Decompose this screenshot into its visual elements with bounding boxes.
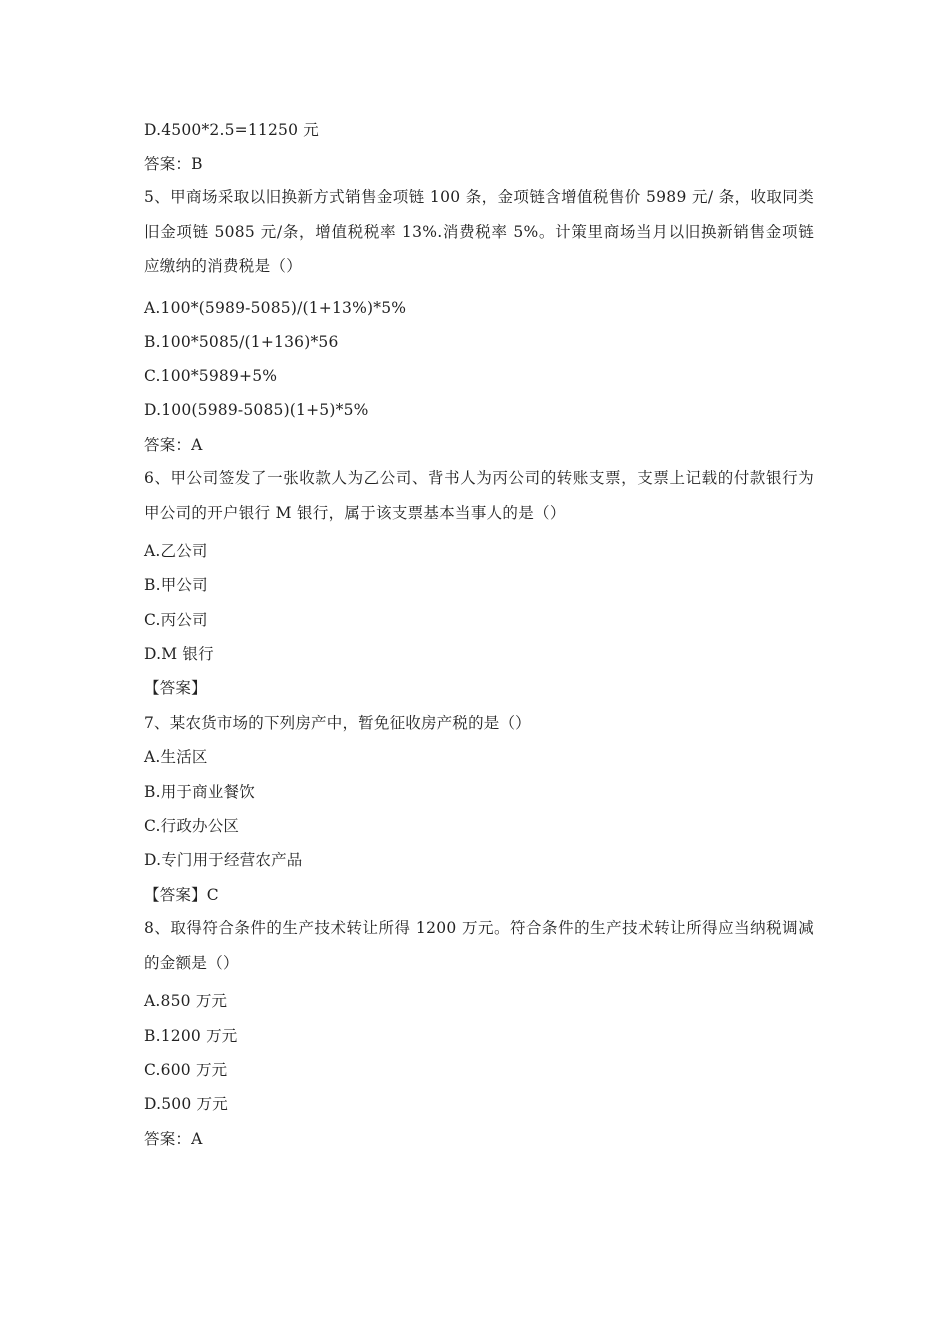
q6-answer: 【答案】 <box>144 679 207 697</box>
q5-option-a: A.100*(5989-5085)/(1+13%)*5% <box>144 299 407 317</box>
q6-option-b: B.甲公司 <box>144 576 208 594</box>
q6-option-d: D.M 银行 <box>144 645 214 663</box>
q6-stem: 6、甲公司签发了一张收款人为乙公司、背书人为丙公司的转账支票，支票上记载的付款银行为甲公司的开户银行 M 银行，属于该支票基本当事人的是（） <box>144 469 814 522</box>
q7-answer: 【答案】C <box>144 886 219 904</box>
q4-answer: 答案：B <box>144 155 203 173</box>
q5-option-d: D.100(5989-5085)(1+5)*5% <box>144 401 369 419</box>
q6-option-a: A.乙公司 <box>144 542 208 560</box>
q5-option-c: C.100*5989+5% <box>144 367 278 385</box>
q8-option-c: C.600 万元 <box>144 1061 228 1079</box>
q7-stem: 7、某农货市场的下列房产中，暂免征收房产税的是（） <box>144 714 531 732</box>
q5-answer: 答案：A <box>144 436 203 454</box>
q7-option-d: D.专门用于经营农产品 <box>144 851 303 869</box>
q6-option-c: C.丙公司 <box>144 611 208 629</box>
q7-option-a: A.生活区 <box>144 748 208 766</box>
q8-option-d: D.500 万元 <box>144 1095 228 1113</box>
q8-answer: 答案：A <box>144 1130 203 1148</box>
q5-option-b: B.100*5085/(1+136)*56 <box>144 333 339 351</box>
q7-option-b: B.用于商业餐饮 <box>144 783 255 801</box>
q8-stem: 8、取得符合条件的生产技术转让所得 1200 万元。符合条件的生产技术转让所得应当纳税调减的金额是（） <box>144 919 814 972</box>
q5-stem: 5、甲商场采取以旧换新方式销售金项链 100 条，金项链含增值税售价 5989 元/ 条，收取同类旧金项链 5085 元/条，增值税税率 13%.消费税率 5%。计策里商场当月以旧换新销售金项链应缴纳的消费税是（） <box>144 188 814 275</box>
q8-option-b: B.1200 万元 <box>144 1027 238 1045</box>
q4-option-d: D.4500*2.5=11250 元 <box>144 121 319 139</box>
q7-option-c: C.行政办公区 <box>144 817 240 835</box>
q8-option-a: A.850 万元 <box>144 992 228 1010</box>
